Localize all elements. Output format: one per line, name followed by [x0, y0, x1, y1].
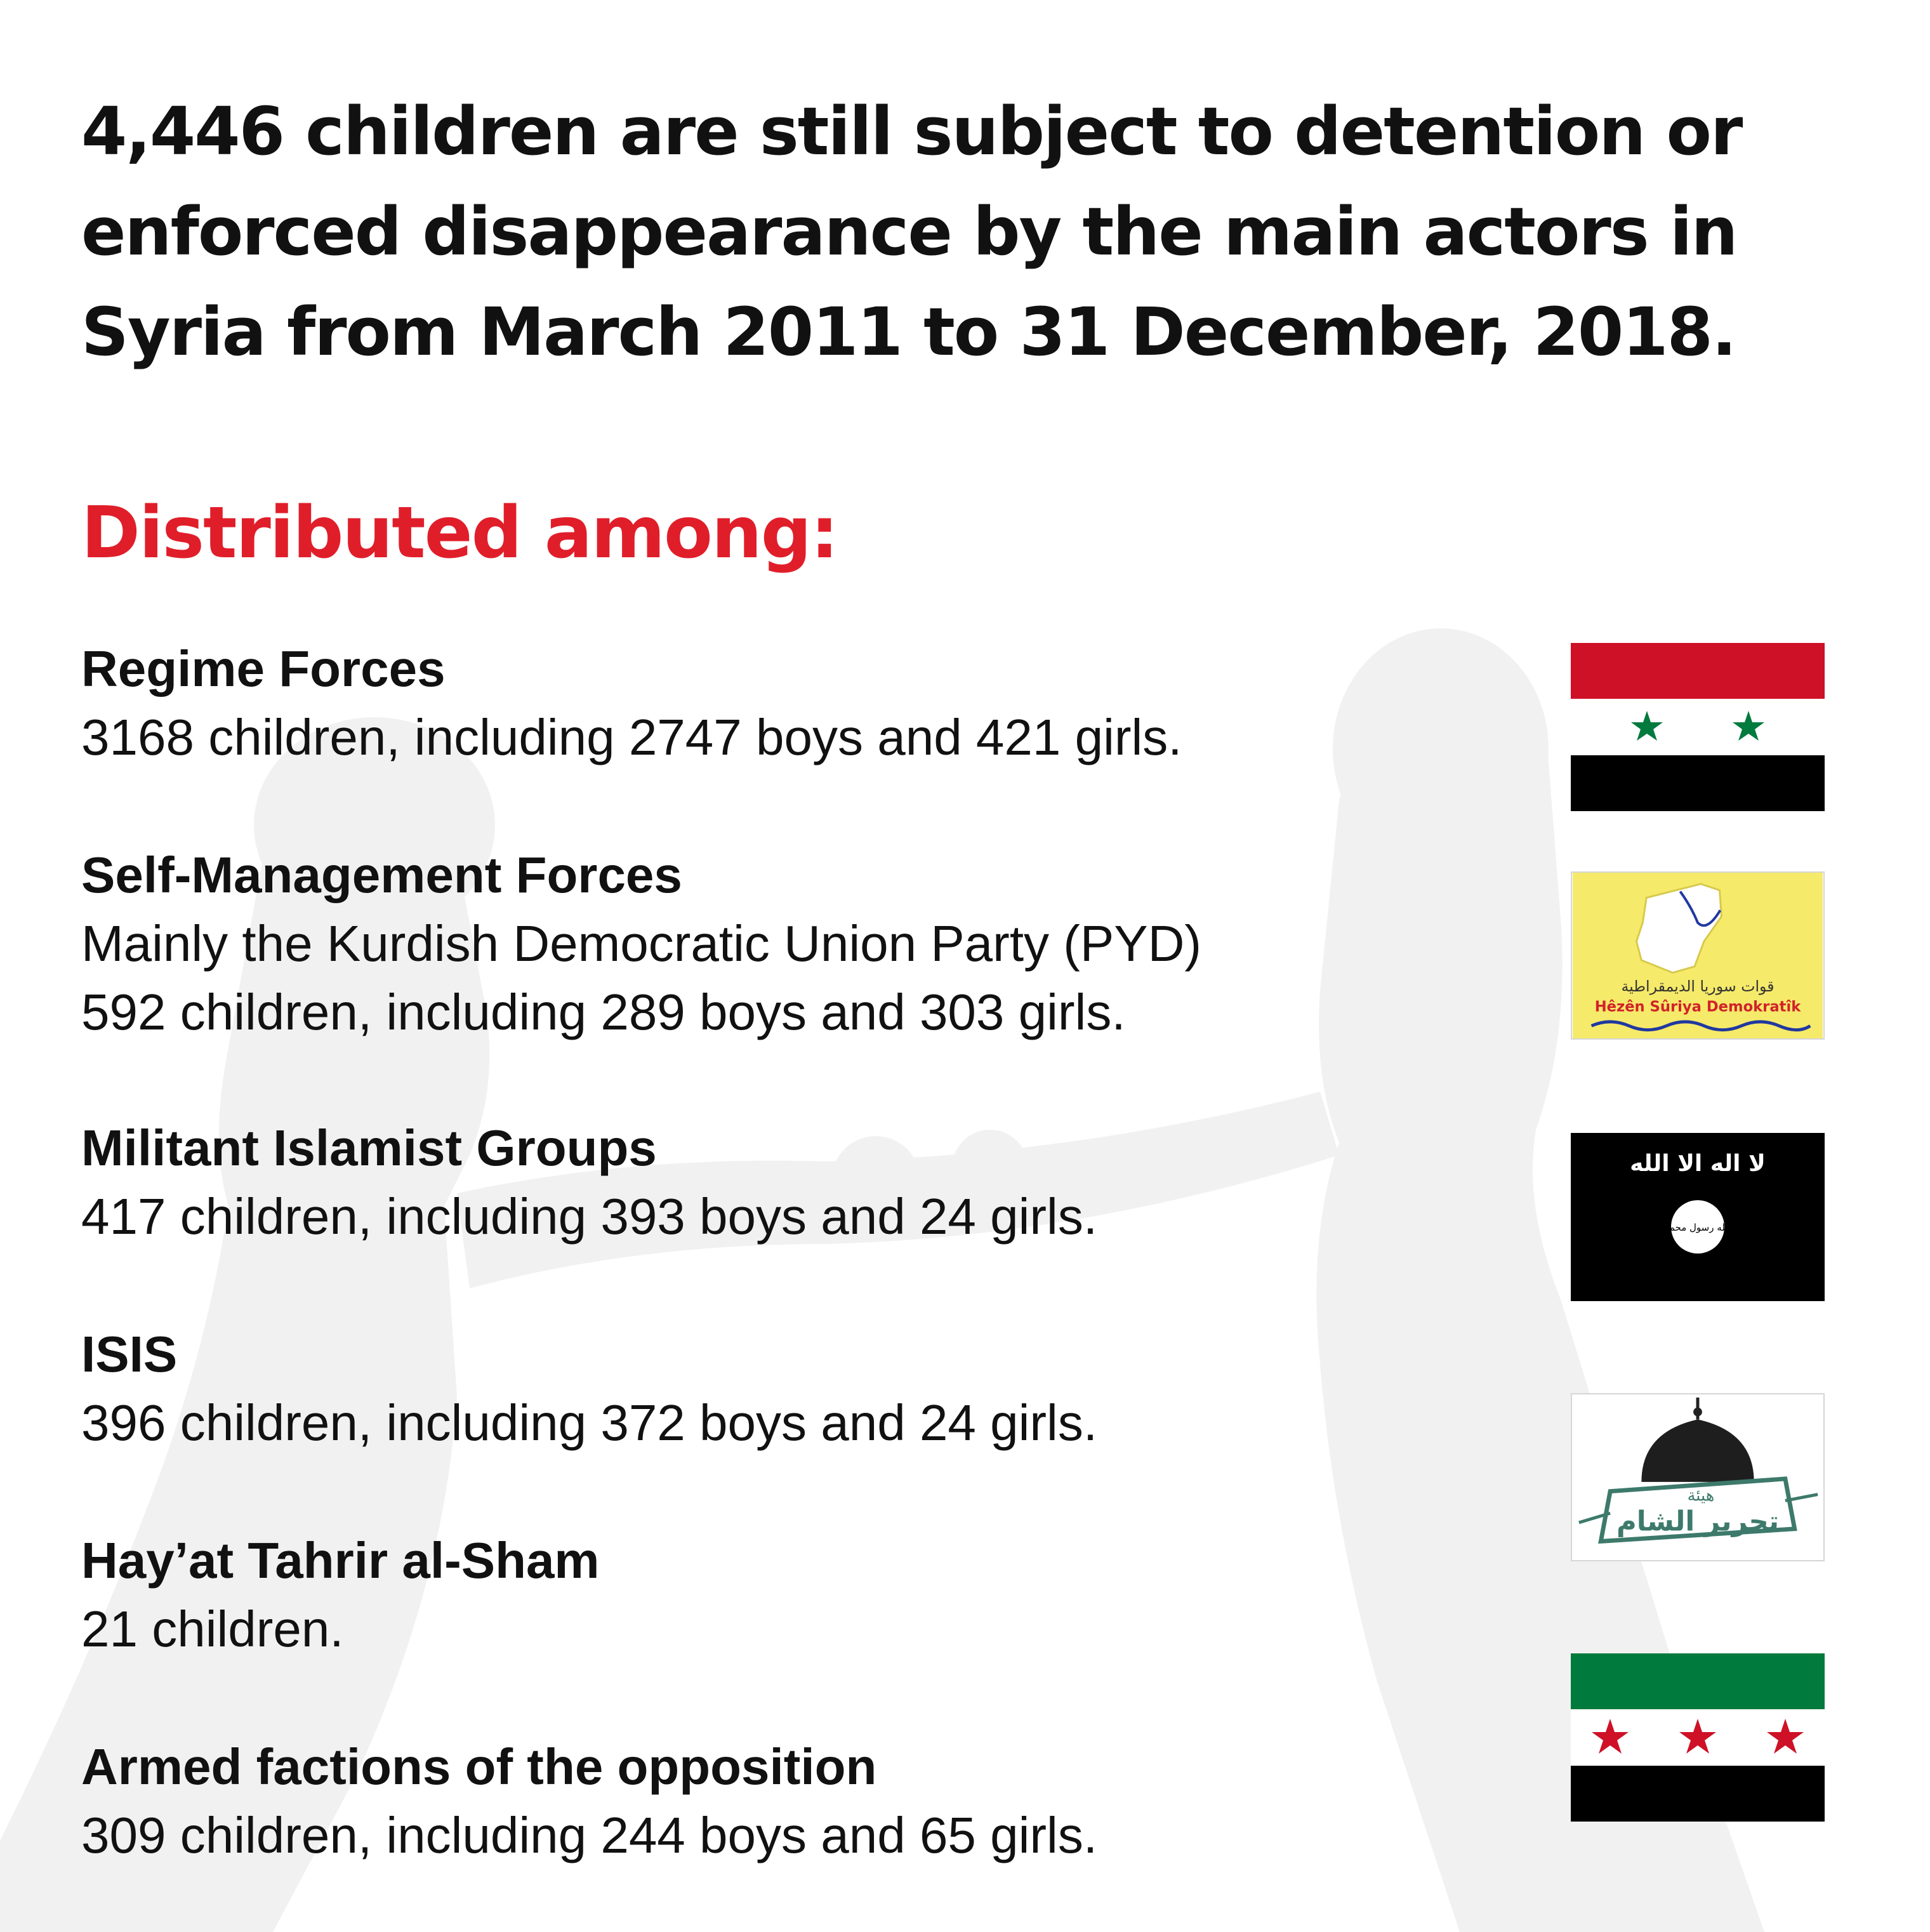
entry-title: ISIS — [81, 1326, 178, 1382]
entry-count: 309 children, including 244 boys and 65 girls. — [81, 1807, 1098, 1863]
entry-isis — [81, 1320, 1477, 1457]
sdf-latin-name: Hêzên Sûriya Demokratîk — [1594, 998, 1801, 1016]
headline — [81, 81, 1858, 382]
hts-large-text: تحرير الشام — [1616, 1505, 1779, 1538]
entry-title: Militant Islamist Groups — [81, 1120, 657, 1176]
entry-armed-opposition-factions — [81, 1733, 1477, 1870]
banner-top-text: لا اله الا الله — [1630, 1151, 1766, 1177]
entry-title: Armed factions of the opposition — [81, 1738, 877, 1795]
syrian-government-flag-icon — [1571, 643, 1825, 811]
hts-small-text: هيئة — [1687, 1486, 1715, 1505]
hts-logo-icon — [1571, 1393, 1825, 1561]
headline-line-3: Syria from March 2011 to 31 December, 2018. — [81, 293, 1736, 371]
black-banner-flag-icon — [1571, 1133, 1825, 1301]
headline-line-2: enforced disappearance by the main actors in — [81, 193, 1737, 270]
entry-count: 3168 children, including 2747 boys and 421 girls. — [81, 709, 1182, 765]
banner-seal-text: الله رسول محمد — [1664, 1222, 1731, 1233]
entry-count: 417 children, including 393 boys and 24 girls. — [81, 1188, 1098, 1245]
entry-militant-islamist-groups — [81, 1114, 1477, 1251]
entry-title: Self-Management Forces — [81, 847, 682, 903]
syrian-opposition-flag-icon — [1571, 1653, 1825, 1822]
entry-hayat-tahrir-al-sham — [81, 1526, 1477, 1664]
entry-regime-forces — [81, 635, 1477, 772]
sdf-flag-icon — [1571, 871, 1825, 1040]
sdf-arabic-name: قوات سوريا الديمقراطية — [1621, 977, 1775, 996]
entry-title: Regime Forces — [81, 640, 446, 697]
entry-count: 592 children, including 289 boys and 303 girls. — [81, 984, 1126, 1040]
entry-count: 396 children, including 372 boys and 24 girls. — [81, 1394, 1098, 1451]
headline-line-1: 4,446 children are still subject to detention or — [81, 93, 1742, 170]
entry-self-management-forces — [81, 841, 1477, 1047]
entry-subtitle: Mainly the Kurdish Democratic Union Party (PYD) — [81, 915, 1202, 972]
entry-count: 21 children. — [81, 1601, 344, 1657]
distributed-among-heading: Distributed among: — [81, 492, 838, 574]
entry-title: Hay’at Tahrir al-Sham — [81, 1532, 600, 1589]
